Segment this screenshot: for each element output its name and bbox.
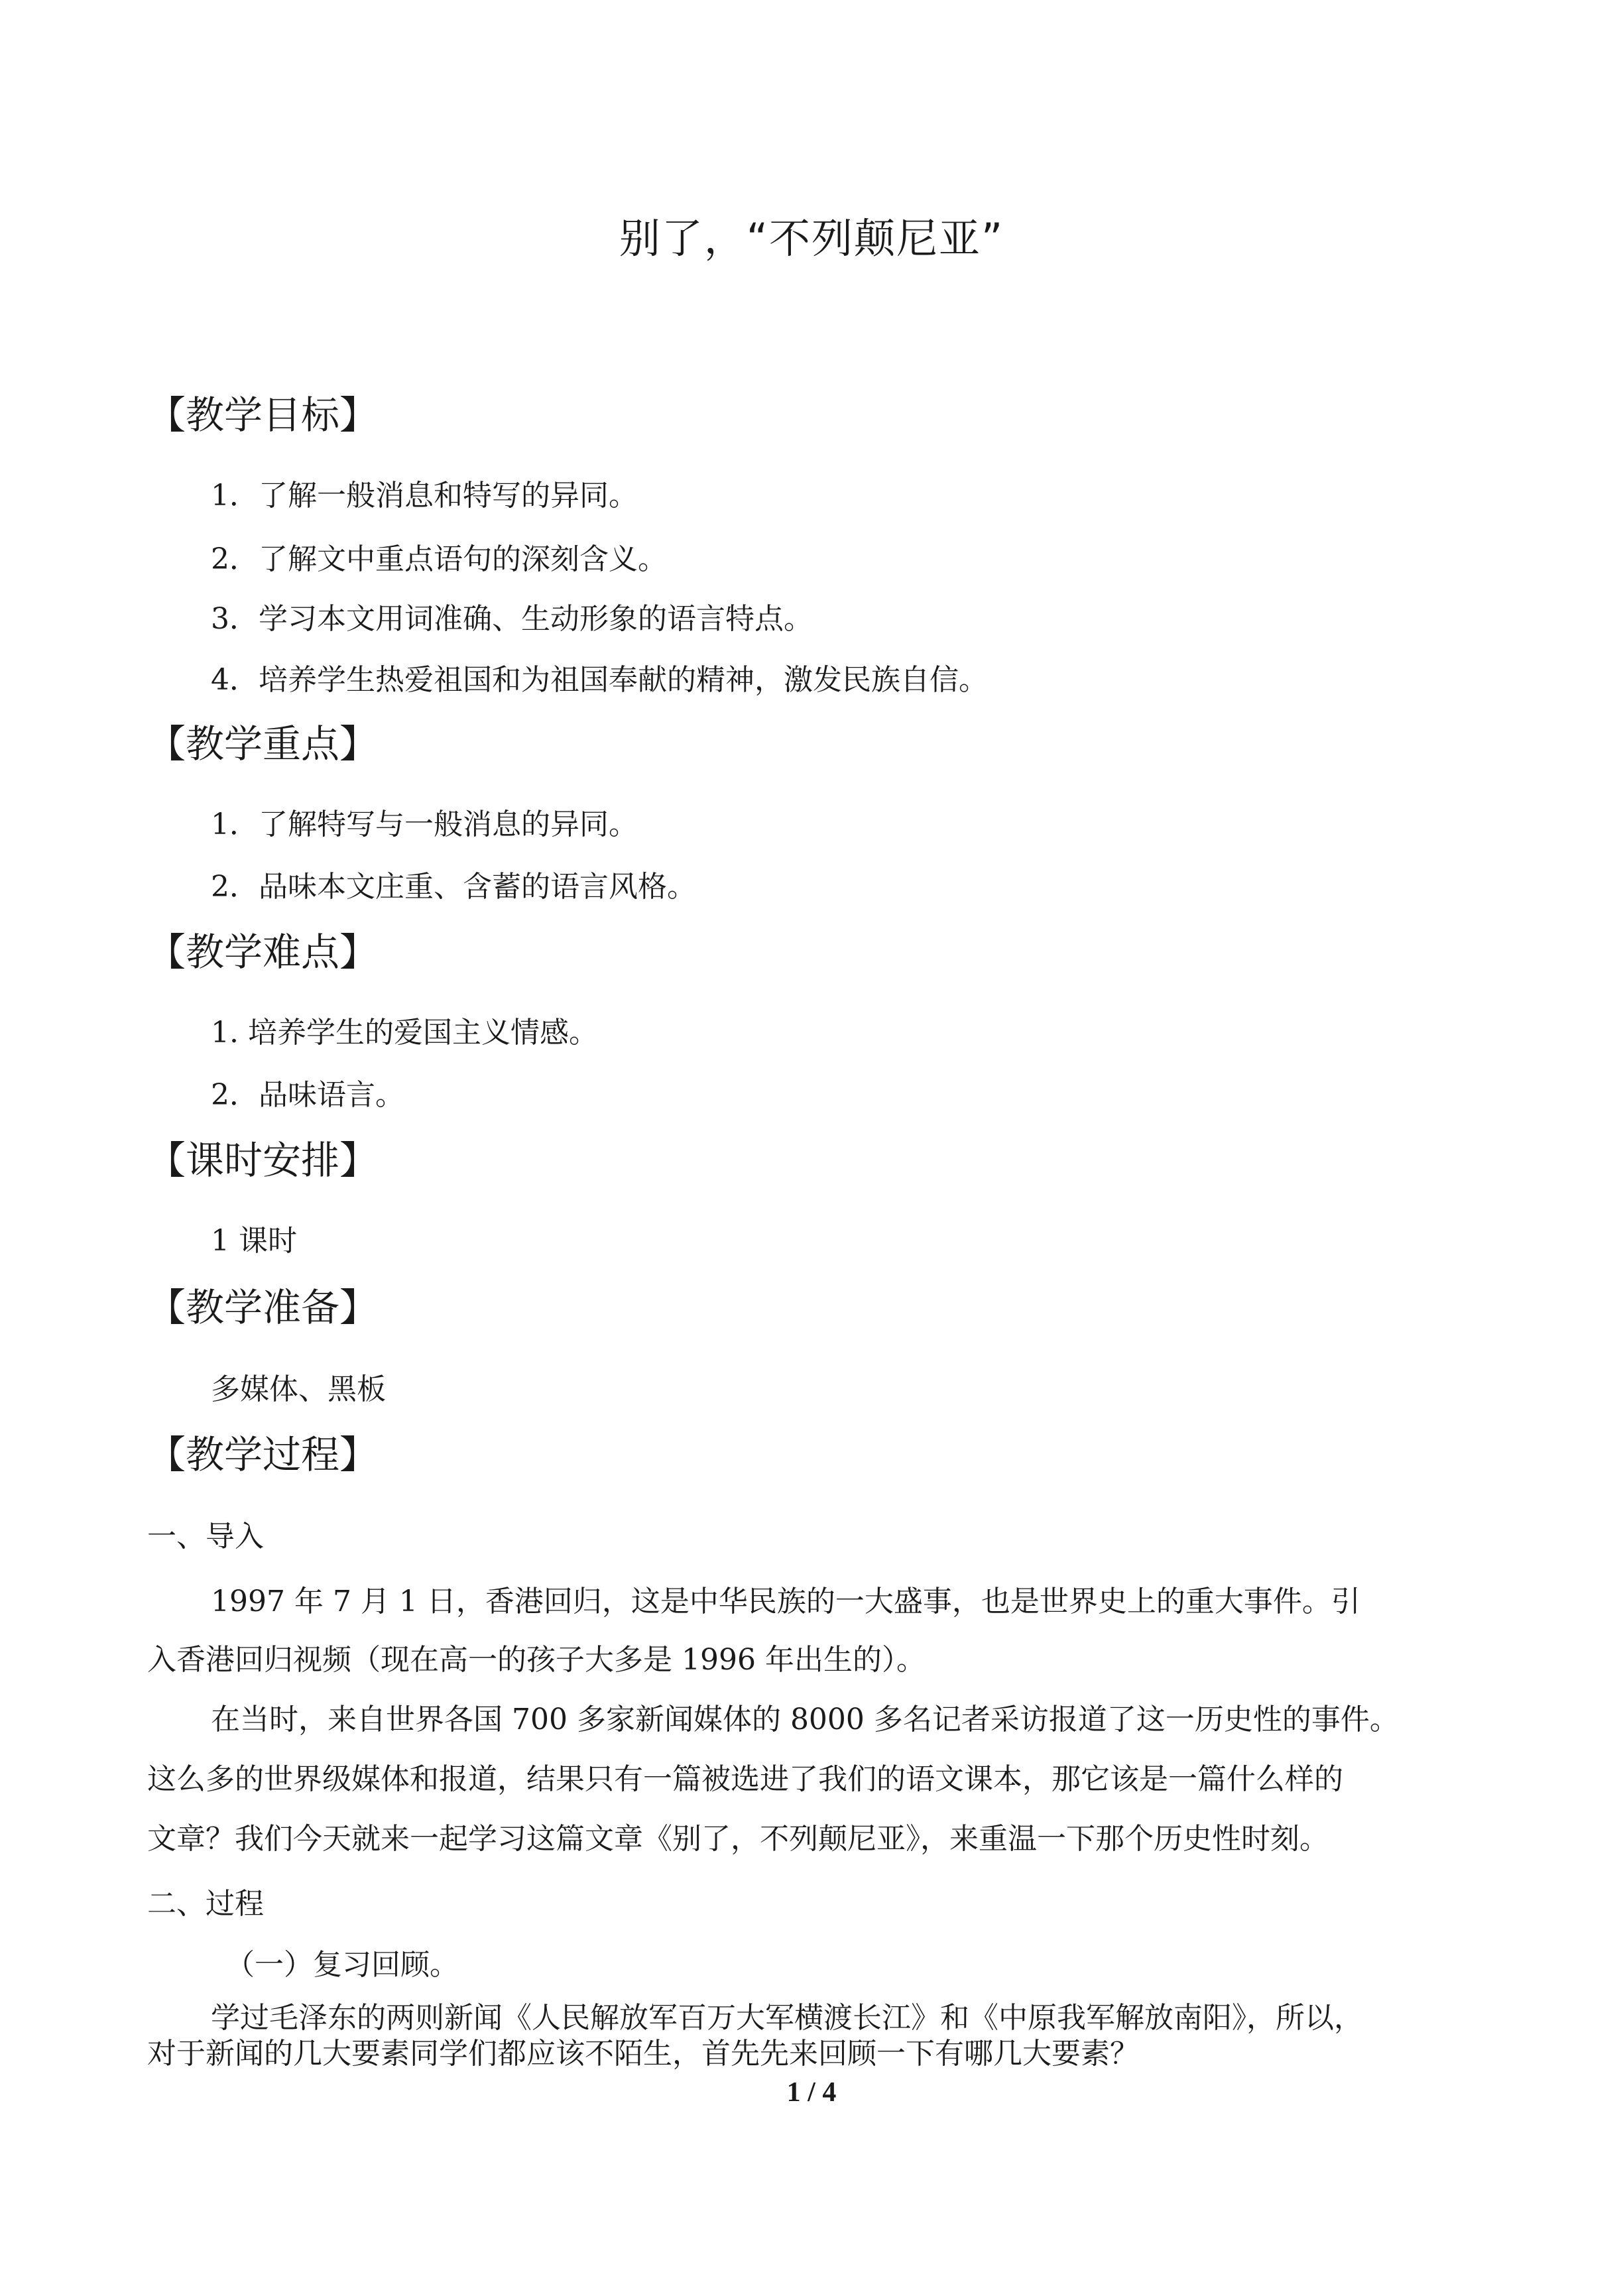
page-number: 1 / 4 (786, 2077, 837, 2108)
subsection-title: （一）复习回顾。 (225, 1948, 459, 1982)
objectives-heading: 【教学目标】 (147, 393, 379, 438)
section-title: 二、过程 (147, 1887, 264, 1921)
paragraph-line: 文章？我们今天就来一起学习这篇文章《别了，不列颠尼亚》，来重温一下那个历史性时刻。 (147, 1822, 1329, 1856)
preparation-heading: 【教学准备】 (147, 1285, 379, 1330)
document-title: 别了，“不列颠尼亚” (619, 214, 1004, 263)
paragraph-line: 这么多的世界级媒体和报道，结果只有一篇被选进了我们的语文课本，那它该是一篇什么样的 (147, 1762, 1343, 1796)
objective-item: 1．了解一般消息和特写的异同。 (211, 479, 638, 513)
key-points-heading: 【教学重点】 (147, 721, 379, 766)
paragraph-line: 在当时，来自世界各国 700 多家新闻媒体的 8000 多名记者采访报道了这一历史性的事件。 (211, 1703, 1399, 1736)
paragraph-line: 入香港回归视频（现在高一的孩子大多是 1996 年出生的）。 (147, 1643, 926, 1677)
objective-item: 4．培养学生热爱祖国和为祖国奉献的精神，激发民族自信。 (211, 663, 988, 697)
preparation-text: 多媒体、黑板 (211, 1372, 386, 1406)
paragraph-line: 学过毛泽东的两则新闻《人民解放军百万大军横渡长江》和《中原我军解放南阳》，所以， (211, 2001, 1363, 2035)
paragraph-line: 对于新闻的几大要素同学们都应该不陌生，首先先来回顾一下有哪几大要素？ (147, 2037, 1139, 2071)
key-point-item: 1．了解特写与一般消息的异同。 (211, 808, 638, 841)
schedule-heading: 【课时安排】 (147, 1138, 379, 1183)
objective-item: 3．学习本文用词准确、生动形象的语言特点。 (211, 602, 813, 636)
process-heading: 【教学过程】 (147, 1432, 379, 1477)
section-title: 一、导入 (147, 1520, 264, 1553)
difficulty-item: 1. 培养学生的爱国主义情感。 (211, 1016, 598, 1050)
difficulty-item: 2．品味语言。 (211, 1078, 404, 1112)
key-point-item: 2．品味本文庄重、含蓄的语言风格。 (211, 870, 696, 904)
difficulties-heading: 【教学难点】 (147, 930, 379, 975)
schedule-text: 1 课时 (211, 1224, 297, 1258)
objective-item: 2．了解文中重点语句的深刻含义。 (211, 542, 667, 576)
paragraph-line: 1997 年 7 月 1 日，香港回归，这是中华民族的一大盛事，也是世界史上的重大事件。引 (211, 1585, 1360, 1618)
